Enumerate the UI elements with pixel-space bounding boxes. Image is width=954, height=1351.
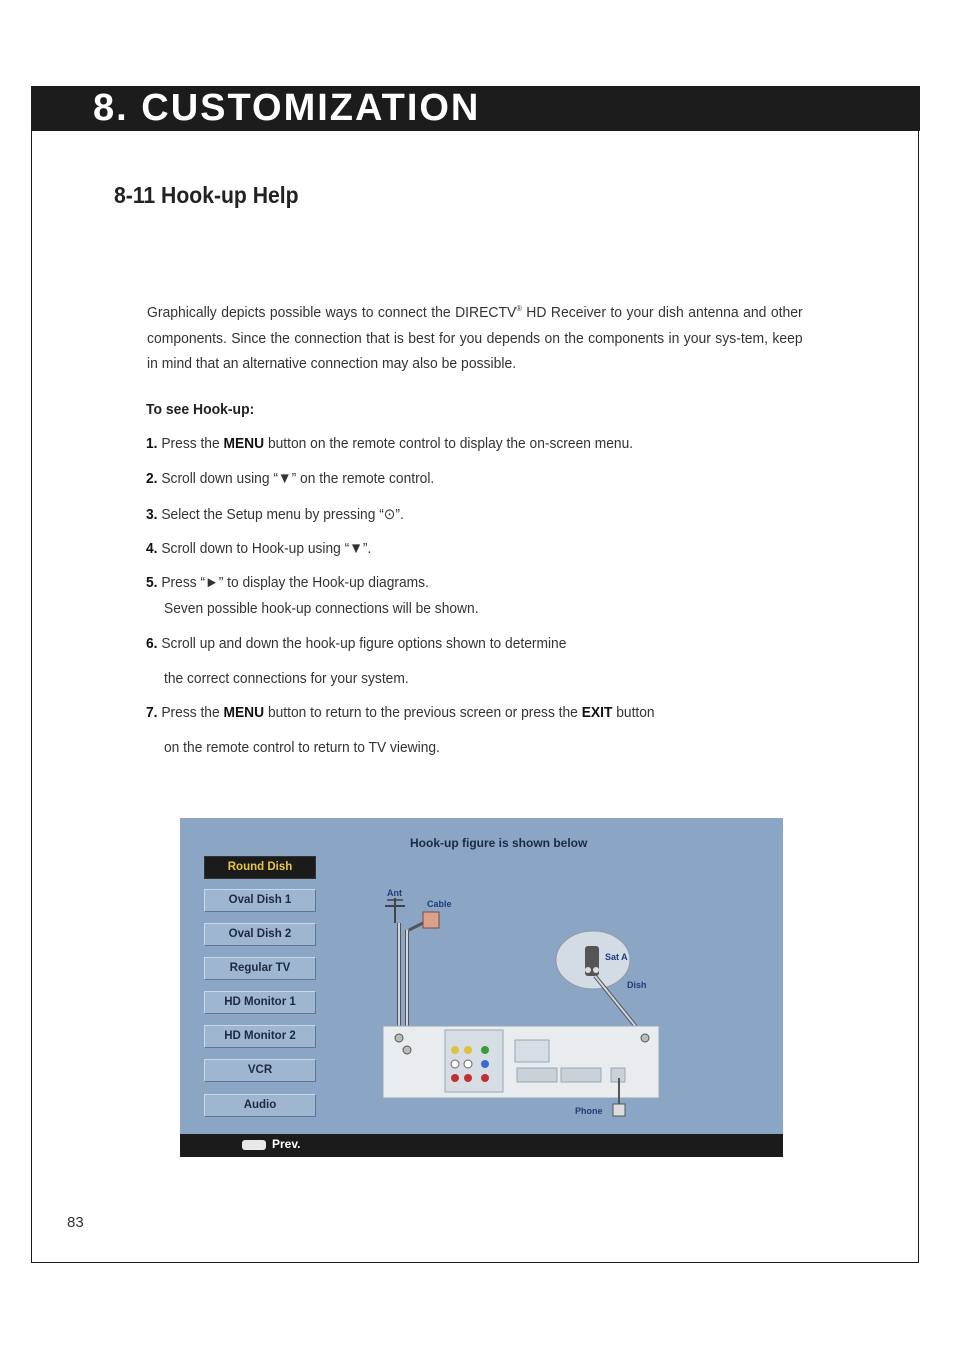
antenna-icon (385, 898, 405, 923)
phone-jack-icon (613, 1104, 625, 1116)
dish-label: Dish (627, 980, 647, 990)
menu-audio[interactable]: Audio (204, 1094, 316, 1117)
menu-button-icon (242, 1140, 266, 1150)
menu-hd-monitor-2[interactable]: HD Monitor 2 (204, 1025, 316, 1048)
menu-oval-dish-1[interactable]: Oval Dish 1 (204, 889, 316, 912)
page-number: 83 (67, 1214, 84, 1231)
cable-label: Cable (427, 899, 452, 909)
chapter-title: 8. CUSTOMIZATION (93, 87, 481, 129)
step-6: 6. Scroll up and down the hook-up figure options shown to determine (146, 635, 567, 652)
hookup-diagram (375, 878, 675, 1118)
menu-round-dish[interactable]: Round Dish (204, 856, 316, 879)
step-5-note: Seven possible hook-up connections will be shown. (164, 600, 479, 617)
step-1: 1. Press the MENU button on the remote control to display the on-screen menu. (146, 435, 634, 452)
chapter-header (31, 86, 920, 131)
cable-outlet-icon (423, 912, 439, 928)
hookup-screen-title: Hook-up figure is shown below (410, 836, 588, 850)
sat-label: Sat A (605, 952, 628, 962)
prev-label[interactable]: Prev. (272, 1137, 301, 1151)
menu-hd-monitor-1[interactable]: HD Monitor 1 (204, 991, 316, 1014)
registered-mark: ® (516, 304, 522, 313)
step-5: 5. Press “►” to display the Hook-up diagrams. (146, 574, 429, 591)
phone-label: Phone (575, 1106, 603, 1116)
step-3: 3. Select the Setup menu by pressing “⊙”. (146, 506, 404, 523)
step-6-cont: the correct connections for your system. (164, 670, 409, 687)
intro-text-1: Graphically depicts possible ways to connect the DIRECTV (147, 304, 517, 321)
step-2: 2. Scroll down using “▼” on the remote control. (146, 470, 435, 487)
ant-label: Ant (387, 888, 402, 898)
menu-vcr[interactable]: VCR (204, 1059, 316, 1082)
screen-footer (180, 1134, 783, 1157)
intro-text-2: HD Receiver to your dish antenna and other components. Since the connection that is best for you depends on the components in your sys-tem, keep in mind that an alternative connection may also be possible. (147, 304, 803, 372)
step-7-cont: on the remote control to return to TV viewing. (164, 739, 440, 756)
menu-regular-tv[interactable]: Regular TV (204, 957, 316, 980)
intro-paragraph (147, 296, 803, 377)
step-4: 4. Scroll down to Hook-up using “▼”. (146, 540, 372, 557)
step-7: 7. Press the MENU button to return to the previous screen or press the EXIT button (146, 704, 655, 721)
section-title: 8-11 Hook-up Help (114, 182, 299, 208)
hookup-screenshot (180, 818, 783, 1157)
menu-oval-dish-2[interactable]: Oval Dish 2 (204, 923, 316, 946)
steps-heading: To see Hook-up: (146, 401, 255, 418)
